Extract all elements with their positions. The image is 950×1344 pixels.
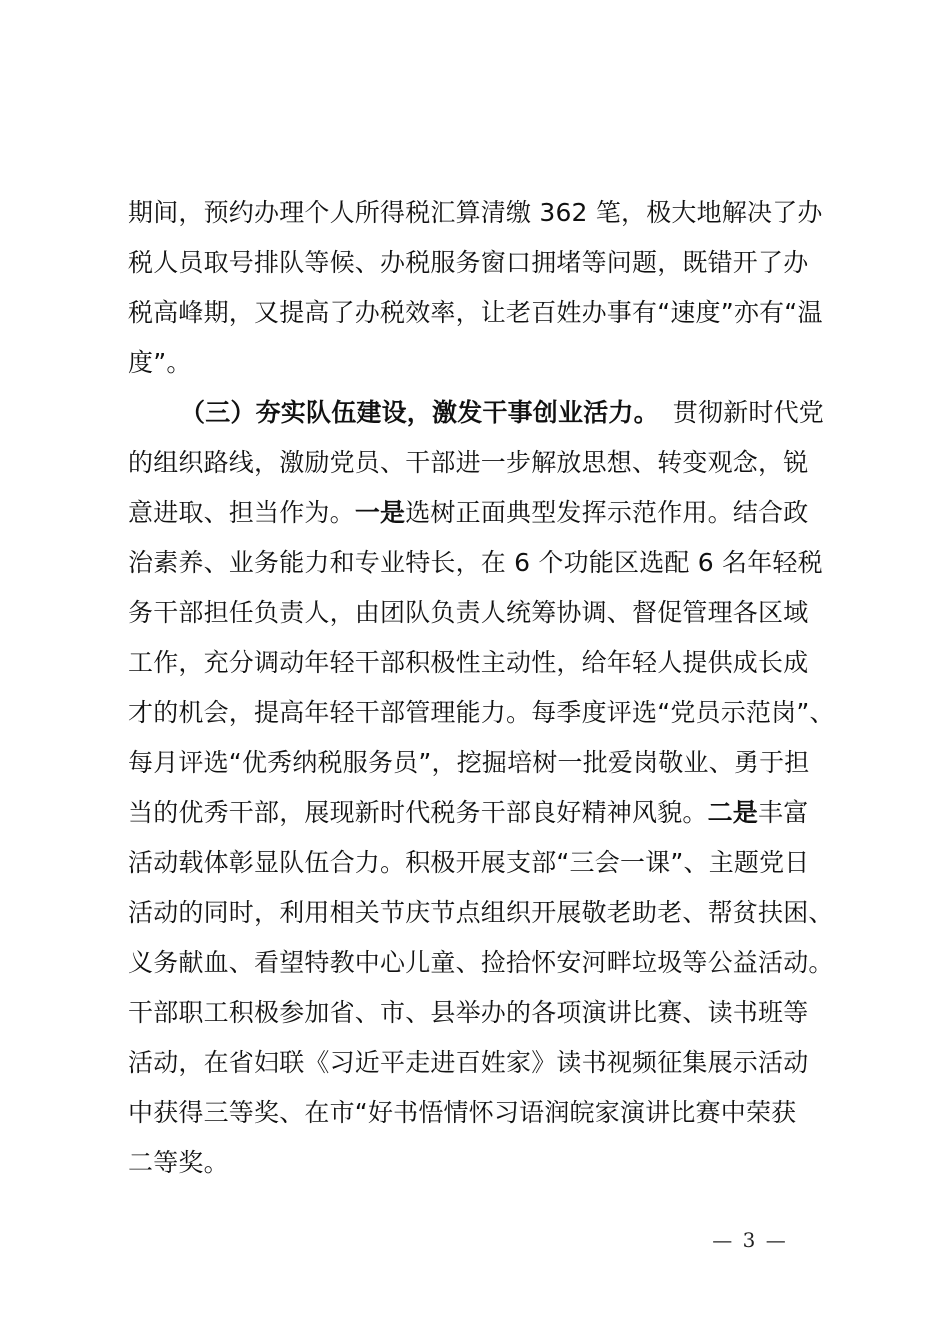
section-heading-line bbox=[128, 388, 824, 438]
text-segment: 义务献血、看望特教中心儿童、捡拾怀安河畔垃圾等公益活动。 bbox=[128, 948, 834, 977]
text-segment: 税人员取号排队等候、办税服务窗口拥堵等问题，既错开了办 bbox=[128, 248, 809, 277]
text-segment: 丰富 bbox=[758, 798, 809, 827]
text-segment: 活动的同时，利用相关节庆节点组织开展敬老助老、帮贫扶困、 bbox=[128, 898, 834, 927]
emphasis-point-two: 二是 bbox=[707, 798, 759, 827]
text-segment: 才的机会，提高年轻干部管理能力。每季度评选“党员示范岗”、 bbox=[128, 698, 835, 727]
text-segment: 二等奖。 bbox=[128, 1148, 229, 1177]
text-line bbox=[128, 738, 824, 788]
document-body bbox=[128, 188, 835, 1188]
text-line bbox=[128, 838, 824, 888]
text-segment: 度”。 bbox=[128, 348, 192, 377]
text-line bbox=[128, 688, 835, 738]
text-segment: 每月评选“优秀纳税服务员”，挖掘培树一批爱岗敬业、勇于担 bbox=[128, 748, 810, 777]
text-line bbox=[128, 338, 824, 388]
text-segment: 税高峰期，又提高了办税效率，让老百姓办事有“速度”亦有“温 bbox=[128, 298, 823, 327]
text-line bbox=[128, 538, 824, 588]
text-line bbox=[128, 638, 824, 688]
text-line bbox=[128, 938, 834, 988]
text-line bbox=[128, 988, 824, 1038]
text-line bbox=[128, 238, 824, 288]
text-line bbox=[128, 1088, 824, 1138]
text-segment: 活动，在省妇联《习近平走进百姓家》读书视频征集展示活动 bbox=[128, 1048, 809, 1077]
text-segment: 务干部担任负责人，由团队负责人统筹协调、督促管理各区域 bbox=[128, 598, 809, 627]
text-segment: 工作，充分调动年轻干部积极性主动性，给年轻人提供成长成 bbox=[128, 648, 809, 677]
text-segment: 意进取、担当作为。 bbox=[128, 498, 355, 527]
text-line bbox=[128, 1138, 824, 1188]
text-line bbox=[128, 788, 824, 838]
page-number: — 3 — bbox=[712, 1228, 788, 1252]
text-line bbox=[128, 488, 824, 538]
text-line bbox=[128, 438, 824, 488]
text-segment: 治素养、业务能力和专业特长，在 6 个功能区选配 6 名年轻税 bbox=[128, 548, 823, 577]
text-segment: 选树正面典型发挥示范作用。结合政 bbox=[405, 498, 809, 527]
section-heading: （三）夯实队伍建设，激发干事创业活力。 bbox=[180, 398, 659, 427]
text-line bbox=[128, 588, 824, 638]
text-line bbox=[128, 888, 834, 938]
text-line bbox=[128, 188, 824, 238]
emphasis-point-one: 一是 bbox=[354, 498, 406, 527]
text-line bbox=[128, 1038, 824, 1088]
text-segment: 贯彻新时代党 bbox=[672, 398, 824, 427]
text-line bbox=[128, 288, 824, 338]
text-segment: 干部职工积极参加省、市、县举办的各项演讲比赛、读书班等 bbox=[128, 998, 809, 1027]
text-segment: 中获得三等奖、在市“好书悟情怀习语润皖家演讲比赛中荣获 bbox=[128, 1098, 797, 1127]
text-segment: 活动载体彰显队伍合力。积极开展支部“三会一课”、主题党日 bbox=[128, 848, 810, 877]
text-segment: 当的优秀干部，展现新时代税务干部良好精神风貌。 bbox=[128, 798, 708, 827]
text-segment: 的组织路线，激励党员、干部进一步解放思想、转变观念，锐 bbox=[128, 448, 809, 477]
text-segment: 期间，预约办理个人所得税汇算清缴 362 笔，极大地解决了办 bbox=[128, 198, 823, 227]
